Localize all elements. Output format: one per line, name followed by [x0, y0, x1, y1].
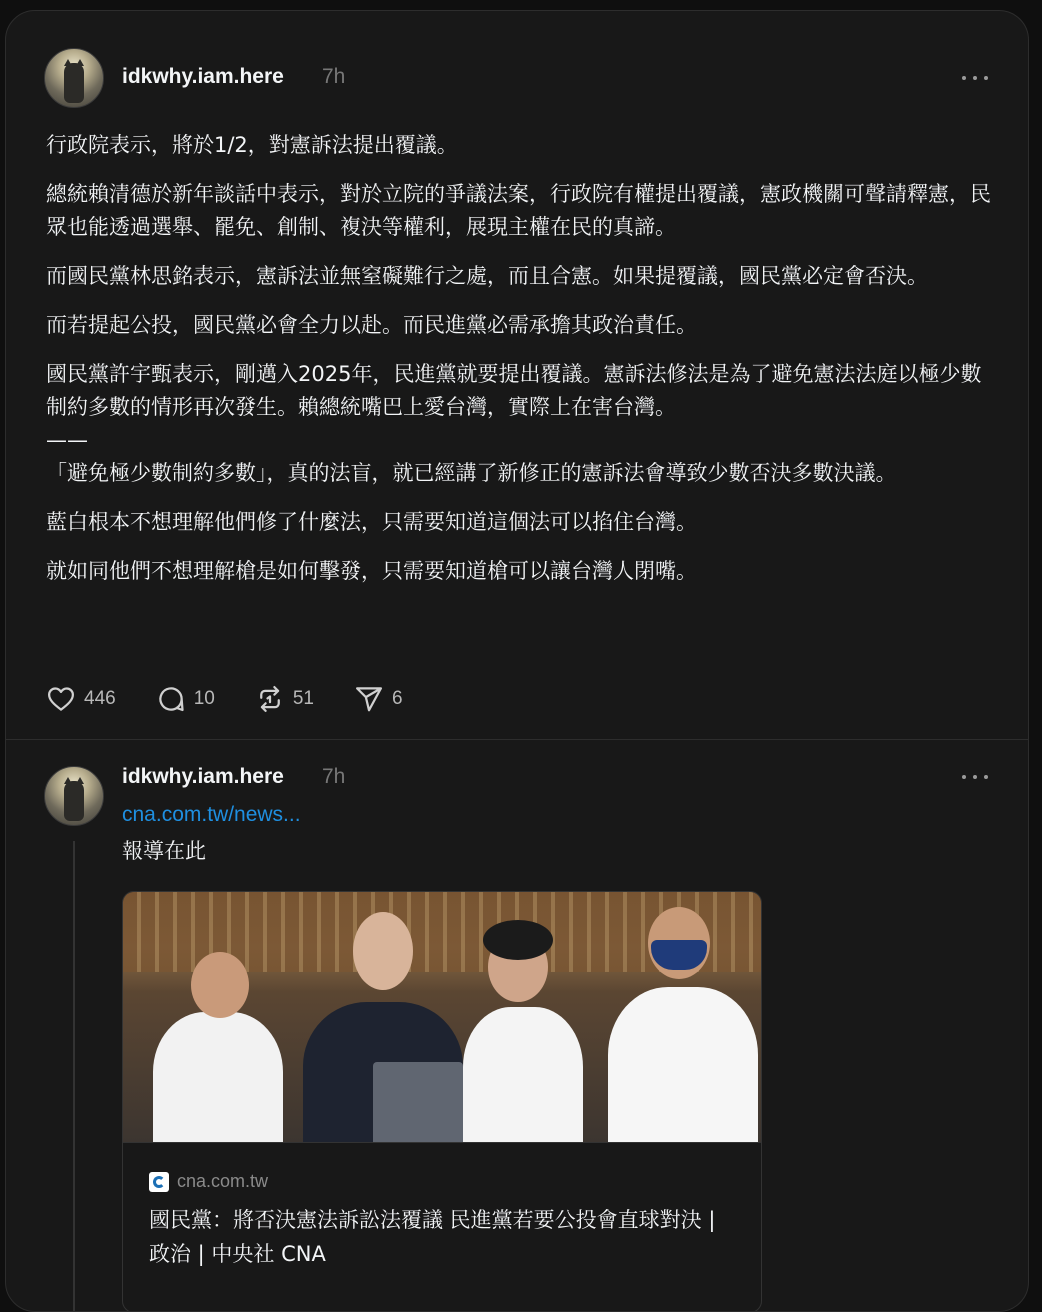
post-paragraph: 總統賴清德於新年談話中表示，對於立院的爭議法案，行政院有權提出覆議，憲政機關可聲請釋憲，民眾也能透過選舉、罷免、創制、複決等權利，展現主權在民的真諦。: [46, 182, 991, 239]
post-actions: [46, 683, 443, 715]
link-preview-card[interactable]: [122, 891, 762, 1312]
card-title: 國民黨：將否決憲法訴訟法覆議 民進黨若要公投會直球對決 | 政治 | 中央社 CNA: [149, 1208, 716, 1266]
post-separator: ——: [46, 428, 88, 452]
card-footer: [123, 1142, 761, 1312]
like-button[interactable]: [46, 684, 116, 714]
thread-card: [5, 10, 1029, 1312]
repost-button[interactable]: [255, 684, 314, 714]
avatar[interactable]: [44, 766, 104, 826]
send-icon: [354, 684, 384, 714]
news-link[interactable]: cna.com.tw/news...: [122, 803, 301, 826]
news-photo: [123, 892, 761, 1142]
share-button[interactable]: [354, 684, 403, 714]
more-icon[interactable]: [962, 74, 988, 82]
reply-text: 報導在此: [122, 839, 206, 863]
post-time[interactable]: 7h: [322, 65, 346, 88]
thread-line: [73, 841, 75, 1312]
card-site-name: cna.com.tw: [177, 1171, 269, 1191]
cna-logo-icon: [149, 1172, 169, 1192]
post-username[interactable]: idkwhy.iam.here: [122, 65, 284, 88]
divider: [6, 739, 1028, 740]
card-site: [149, 1171, 268, 1192]
like-count: 446: [84, 688, 116, 709]
reply-username[interactable]: idkwhy.iam.here: [122, 765, 284, 788]
repost-icon: [255, 684, 285, 714]
post-paragraph: 而國民黨林思銘表示，憲訴法並無窒礙難行之處，而且合憲。如果提覆議，國民黨必定會否決。: [46, 264, 928, 288]
repost-count: 51: [292, 688, 314, 709]
comment-button[interactable]: [156, 684, 215, 714]
comment-icon: [156, 684, 186, 714]
post-paragraph: 行政院表示，將於1/2，對憲訴法提出覆議。: [46, 133, 458, 157]
share-count: 6: [391, 688, 403, 709]
post-paragraph: 「避免極少數制約多數」，真的法盲，就已經講了新修正的憲訴法會導致少數否決多數決議。: [46, 461, 897, 485]
comment-count: 10: [193, 688, 215, 709]
post-paragraph: 國民黨許宇甄表示，剛邁入2025年，民進黨就要提出覆議。憲訴法修法是為了避免憲法法庭以極少數制約多數的情形再次發生。賴總統嘴巴上愛台灣，實際上在害台灣。: [46, 362, 982, 419]
avatar[interactable]: [44, 48, 104, 108]
post-paragraph: 就如同他們不想理解槍是如何擊發，只需要知道槍可以讓台灣人閉嘴。: [46, 559, 697, 583]
heart-icon: [46, 684, 76, 714]
post-paragraph: 藍白根本不想理解他們修了什麼法，只需要知道這個法可以掐住台灣。: [46, 510, 697, 534]
more-icon[interactable]: [962, 773, 988, 781]
post-paragraph: 而若提起公投，國民黨必會全力以赴。而民進黨必需承擔其政治責任。: [46, 313, 697, 337]
reply-time[interactable]: 7h: [322, 765, 346, 788]
post-body: [46, 129, 991, 604]
